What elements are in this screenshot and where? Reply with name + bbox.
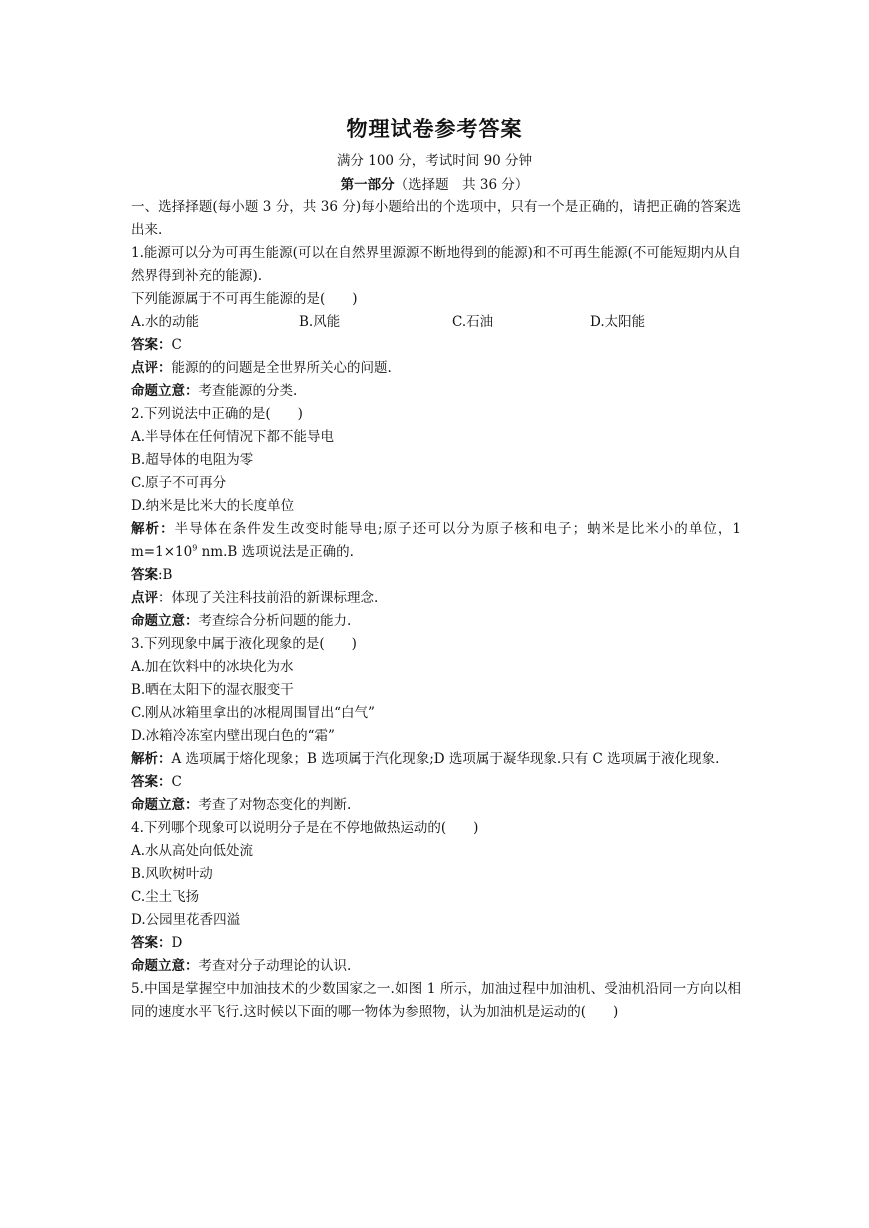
comment-text: 能源的的问题是全世界所关心的问题. (171, 360, 392, 376)
analysis-label: 解析： (131, 521, 175, 537)
q4-stem: 4.下列哪个现象可以说明分子是在不停地做热运动的( ) (131, 820, 479, 836)
q1-comment (131, 357, 741, 380)
intent-label: 命题立意： (131, 797, 199, 813)
q1-stem: 1.能源可以分为可再生能源(可以在自然界里源源不断地得到的能源)和不可再生能源(不可能短期内从自然界得到补充的能源). (131, 245, 741, 284)
page-title: 物理试卷参考答案 (346, 116, 523, 141)
q2-option-a: A.半导体在任何情况下都不能导电 (131, 429, 335, 445)
part-heading-detail: （选择题 共 36 分） (394, 177, 529, 193)
exam-info: 满分 100 分，考试时间 90 分钟 (336, 153, 533, 169)
q3-option-b: B.晒在太阳下的湿衣服变干 (131, 682, 294, 698)
analysis-text-cont: nm.B 选项说法是正确的. (197, 544, 354, 560)
intent-label: 命题立意： (131, 613, 199, 629)
q4-option-a: A.水从高处向低处流 (131, 843, 254, 859)
part-heading (0, 175, 869, 195)
q1-option-b: B.风能 (299, 314, 341, 330)
q4-option-c: C.尘土飞扬 (131, 889, 200, 905)
q1-option-c: C.石油 (452, 314, 494, 330)
q4-answer (131, 932, 741, 955)
q4-option-d: D.公园里花香四溢 (131, 912, 241, 928)
q5-stem: 5.中国是掌握空中加油技术的少数国家之一.如图 1 所示，加油过程中加油机、受油机沿同一方向以相同的速度水平飞行.这时候以下面的哪一物体为参照物，认为加油机是运动的( ) (131, 981, 741, 1020)
q3-intent (131, 794, 741, 817)
answer-value: D (171, 935, 183, 951)
comment-label: 点评： (131, 360, 172, 376)
q1-options (131, 311, 741, 334)
intent-text: 考查综合分析问题的能力. (198, 613, 352, 629)
answer-label: 答案： (131, 935, 172, 951)
q3-option-c: C.刚从冰箱里拿出的冰棍周围冒出“白气” (131, 705, 375, 721)
q4-intent (131, 955, 741, 978)
q2-stem: 2.下列说法中正确的是( ) (131, 406, 303, 422)
analysis-text: A 选项属于熔化现象；B 选项属于汽化现象;D 选项属于凝华现象.只有 C 选项属于液化现象. (171, 751, 720, 767)
q2-comment (131, 587, 741, 610)
answer-value: :B (158, 567, 173, 583)
analysis-label: 解析： (131, 751, 172, 767)
comment-label: 点评 (131, 590, 158, 606)
q3-answer (131, 771, 741, 794)
q2-analysis (131, 518, 755, 564)
answer-label: 答案： (131, 774, 172, 790)
analysis-exponent: 9 (192, 543, 198, 553)
intent-text: 考查能源的分类. (198, 383, 298, 399)
intent-text: 考查对分子动理论的认识. (198, 958, 352, 974)
q1-intent (131, 380, 741, 403)
q3-analysis (131, 748, 741, 771)
q2-option-d: D.纳米是比米大的长度单位 (131, 498, 295, 514)
q3-option-a: A.加在饮料中的冰块化为水 (131, 659, 294, 675)
q2-option-b: B.超导体的电阻为零 (131, 452, 254, 468)
intent-text: 考查了对物态变化的判断. (198, 797, 352, 813)
part-heading-label: 第一部分 (340, 177, 395, 193)
q3-stem: 3.下列现象中属于液化现象的是( ) (131, 636, 357, 652)
q1-question: 下列能源属于不可再生能源的是( ) (131, 291, 358, 307)
answer-label: 答案： (131, 337, 172, 353)
q2-intent (131, 610, 741, 633)
analysis-text: 半导体在条件发生改变时能导电;原子还可以分为原子核和电子；蚋米是比米小的单位，1 m=1×10 (131, 521, 755, 560)
q1-option-d: D.太阳能 (590, 314, 646, 330)
answer-value: C (171, 774, 182, 790)
intent-label: 命题立意： (131, 958, 199, 974)
answer-value: C (171, 337, 182, 353)
q3-option-d: D.冰箱冷冻室内壁出现白色的“霜” (131, 728, 335, 744)
intent-label: 命题立意： (131, 383, 199, 399)
q4-option-b: B.风吹树叶动 (131, 866, 213, 882)
section-intro: 一、选择择题(每小题 3 分，共 36 分)每小题给出的个选项中，只有一个是正确的，请把正确的答案选出来. (131, 199, 741, 238)
answer-label: 答案 (131, 567, 158, 583)
q2-option-c: C.原子不可再分 (131, 475, 227, 491)
q1-answer (131, 334, 741, 357)
comment-text: ：体现了关注科技前沿的新课标理念. (158, 590, 379, 606)
q1-option-a: A.水的动能 (131, 314, 200, 330)
answer-body (131, 196, 755, 1024)
q2-answer (131, 564, 741, 587)
